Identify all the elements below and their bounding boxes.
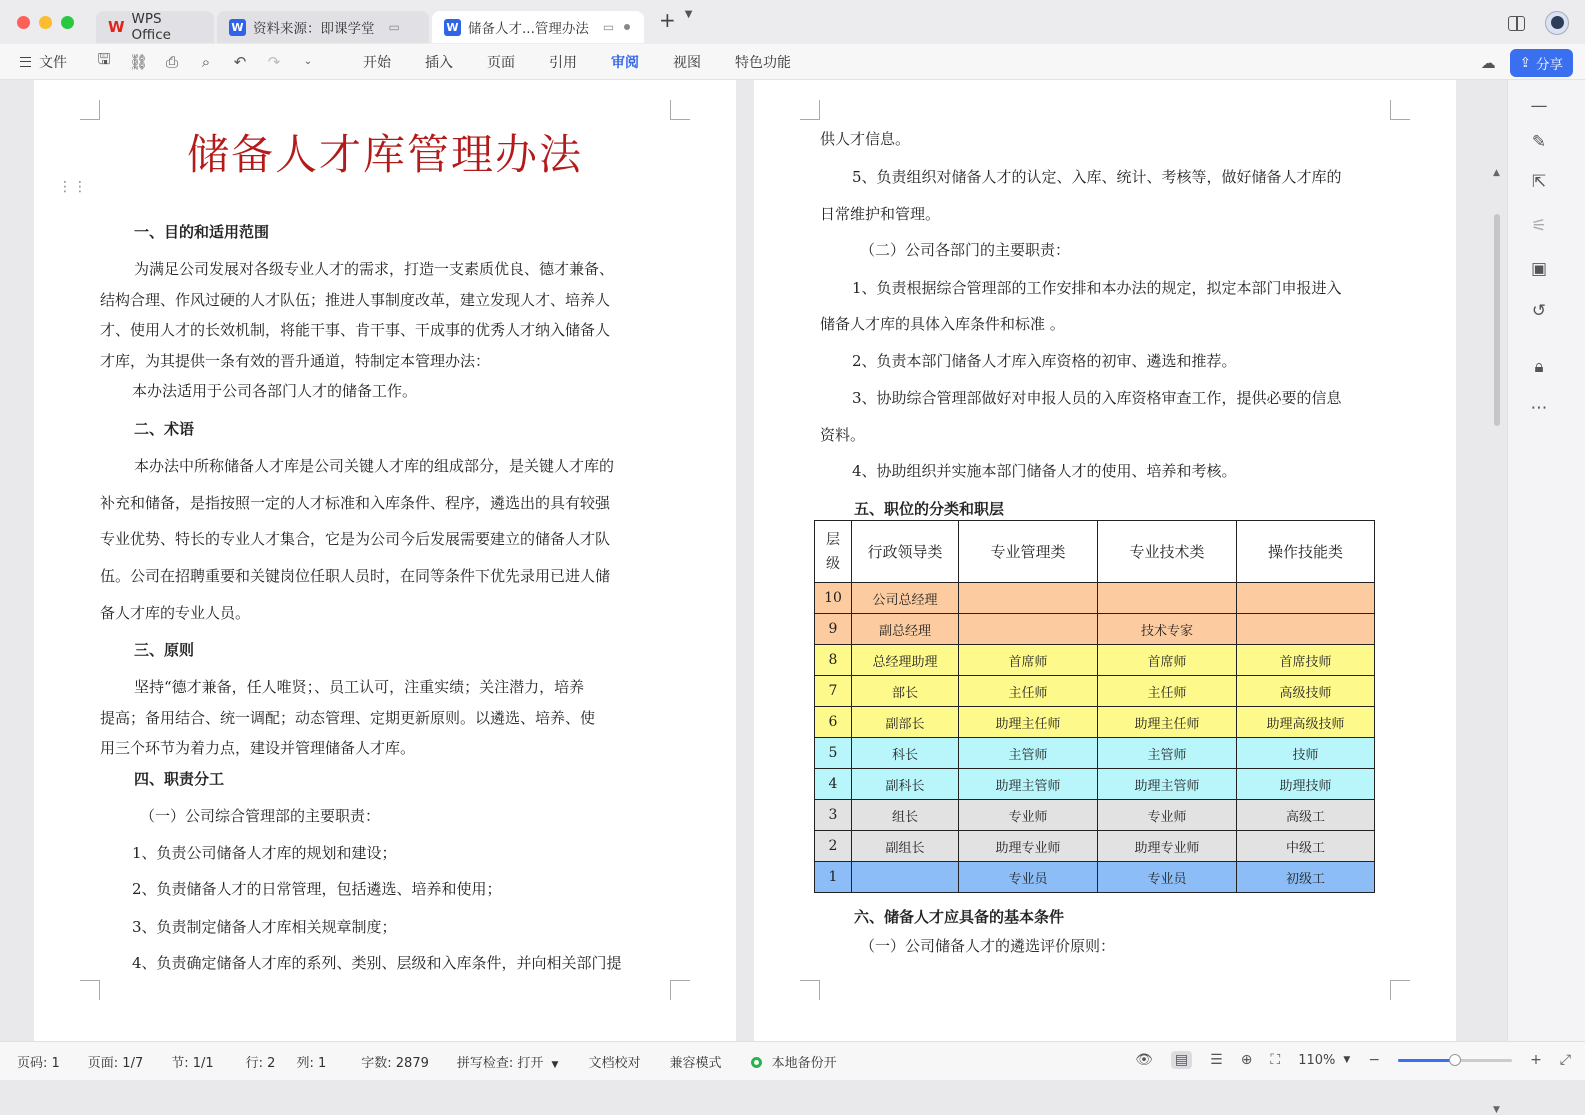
paragraph-line: （一）公司综合管理部的主要职责： [140,807,381,825]
paragraph-line: 提高；备用结合、统一调配；动态管理、定期更新原则。以遴选、培养、使 [100,709,596,727]
hamburger-icon [20,57,31,67]
level-header-2: 级 [826,555,840,572]
paragraph-line: 储备人才库的具体入库条件和标准 。 [820,315,1065,333]
paragraph-line: 专业优势、特长的专业人才集合，它是为公司今后发展需要建立的储备人才队 [100,530,611,548]
table-cell[interactable]: 专业师 [1098,800,1237,831]
share-icon: ⇪ [1519,55,1531,71]
table-cell[interactable]: 助理主任师 [959,707,1098,738]
zoom-slider-fill [1398,1059,1455,1062]
table-cell[interactable]: 助理主管师 [959,769,1098,800]
backup-label: 本地备份开 [771,1055,837,1071]
table-cell[interactable]: 主任师 [959,676,1098,707]
tab-wps-office[interactable] [96,11,214,43]
pen-icon[interactable]: ✎ [1531,132,1547,152]
right-tool-rail [1507,80,1585,1041]
zoom-slider-knob[interactable] [1449,1054,1461,1066]
outline-view-icon[interactable]: ☰ [1210,1052,1223,1068]
focus-mode-icon[interactable]: ⛶ [1270,1052,1281,1068]
chevron-down-icon[interactable]: ⌄ [303,56,313,67]
paragraph-line: 1、负责公司储备人才库的规划和建设； [132,844,397,862]
tab-review[interactable]: 审阅 [611,48,639,76]
table-cell[interactable]: 助理主管师 [1098,769,1237,800]
new-tab-plus-icon[interactable]: + [659,8,676,32]
drag-handle-icon[interactable]: ⋮⋮ [58,179,88,195]
zoom-out-icon[interactable]: − [1368,1052,1381,1068]
scrollbar-thumb[interactable] [1494,214,1500,426]
more-icon[interactable]: ⋯ [1530,398,1548,418]
file-menu-label: 文件 [39,54,67,71]
level-cell[interactable]: 2 [815,831,852,862]
vertical-scrollbar[interactable] [1491,170,1503,1115]
table-header-cell[interactable] [815,521,852,583]
document-proofread[interactable]: 文档校对 [588,1055,641,1071]
page-view-icon[interactable]: ▤ [1171,1051,1192,1069]
tab-page[interactable]: 页面 [487,54,515,71]
share-button[interactable] [1510,49,1573,77]
table-cell[interactable]: 副总经理 [852,614,959,645]
print-icon[interactable]: ⎙ [165,52,178,71]
paragraph-line: 5、负责组织对储备人才的认定、入库、统计、考核等，做好储备人才库的 [852,168,1342,186]
scroll-down-icon[interactable]: ▼ [1493,1105,1500,1115]
file-menu[interactable] [20,52,67,72]
paragraph-line: 本办法适用于公司各部门人才的储备工作。 [132,382,418,400]
row-indicator[interactable]: 行: 2 [245,1055,276,1071]
table-cell[interactable]: 首席技师 [1237,645,1375,676]
web-view-icon[interactable]: ⊕ [1240,1052,1253,1068]
paragraph-line: 为满足公司发展对各级专业人才的需求，打造一支素质优良、德才兼备、 [134,260,615,278]
eye-icon[interactable]: 👁︎ [1135,1052,1153,1068]
table-row [815,707,1375,738]
paragraph-line: 补充和储备，是指按照一定的人才标准和入库条件、程序，遴选出的具有较强 [100,494,611,512]
backup-status-icon [751,1057,762,1068]
table-cell[interactable] [1237,583,1375,614]
table-cell[interactable]: 副科长 [852,769,959,800]
margin-mark [670,100,690,120]
link-icon[interactable]: ⛓ [129,52,149,71]
level-cell[interactable]: 4 [815,769,852,800]
tab-home[interactable]: 开始 [363,54,391,71]
history-icon[interactable]: ↺ [1531,301,1547,321]
table-header-row [815,521,1375,583]
table-cell[interactable]: 部长 [852,676,959,707]
table-cell[interactable] [959,583,1098,614]
paragraph-line: 伍。公司在招聘重要和关键岗位任职人员时，在同等条件下优先录用已进人储 [100,567,611,585]
unsaved-dot-icon [624,24,630,30]
level-cell[interactable]: 9 [815,614,852,645]
table-cell[interactable]: 专业员 [1098,862,1237,893]
table-cell[interactable]: 首席师 [959,645,1098,676]
window-controls [17,16,74,29]
table-row [815,614,1375,645]
spell-check-label: 拼写检查: 打开 [456,1055,544,1071]
zoom-level[interactable]: 110% [1298,1052,1336,1068]
adjust-sliders-icon[interactable]: ⚟ [1531,216,1547,236]
lock-icon[interactable]: 🔒︎ [1534,357,1544,377]
column-indicator[interactable]: 列: 1 [296,1055,327,1071]
paragraph-line: 供人才信息。 [820,130,911,148]
table-row [815,583,1375,614]
page-1 [34,80,736,1060]
level-cell[interactable]: 7 [815,676,852,707]
paragraph-line: 1、负责根据综合管理部的工作安排和本办法的规定，拟定本部门申报进入 [852,279,1342,297]
table-header-cell[interactable]: 行政领导类 [852,521,959,583]
close-window-button[interactable] [17,16,30,29]
table-cell[interactable]: 中级工 [1237,831,1375,862]
paragraph-line: 3、负责制定储备人才库相关规章制度； [132,918,397,936]
chevron-down-icon[interactable]: ▼ [684,9,693,20]
paragraph-line: 4、负责确定储备人才库的系列、类别、层级和入库条件，并向相关部门提 [132,954,622,972]
avatar[interactable] [1545,11,1569,35]
tab-references[interactable]: 引用 [549,54,577,71]
table-cell[interactable]: 主管师 [959,738,1098,769]
table-cell[interactable]: 助理高级技师 [1237,707,1375,738]
screen-icon: ▭ [388,20,400,34]
table-cell[interactable]: 助理主任师 [1098,707,1237,738]
table-cell[interactable]: 初级工 [1237,862,1375,893]
table-header-cell[interactable]: 专业管理类 [959,521,1098,583]
table-cell[interactable]: 主任师 [1098,676,1237,707]
paragraph-line: 4、协助组织并实施本部门储备人才的使用、培养和考核。 [852,462,1237,480]
heading-principles: 三、原则 [134,641,195,659]
section-indicator[interactable]: 节: 1/1 [171,1055,214,1071]
table-cell[interactable]: 副部长 [852,707,959,738]
tab-label: 资料来源：即课学堂 [253,21,375,37]
view-controls [1135,1051,1571,1069]
tab-current-doc[interactable] [432,11,644,43]
status-bar [0,1041,1585,1080]
table-cell[interactable]: 高级技师 [1237,676,1375,707]
scroll-up-icon[interactable]: ▲ [1493,168,1500,178]
image-icon[interactable]: ▣ [1530,259,1548,279]
page-2 [754,80,1456,1060]
heading-position-levels: 五、职位的分类和职层 [854,500,1005,518]
compatibility-mode[interactable]: 兼容模式 [669,1055,722,1071]
level-cell[interactable]: 3 [815,800,852,831]
table-cell[interactable] [959,614,1098,645]
paragraph-line: 日常维护和管理。 [820,205,941,223]
table-cell[interactable]: 专业员 [959,862,1098,893]
table-row [815,769,1375,800]
table-row [815,738,1375,769]
margin-mark [1390,980,1410,1000]
level-header-1: 层 [826,531,840,548]
fullscreen-icon[interactable]: ⤢ [1559,1052,1571,1068]
page-number[interactable]: 页码: 1 [17,1055,60,1071]
table-cell[interactable]: 技术专家 [1098,614,1237,645]
table-header-cell[interactable]: 操作技能类 [1237,521,1375,583]
tab-special-features[interactable]: 特色功能 [735,54,791,71]
margin-mark [670,980,690,1000]
table-row [815,800,1375,831]
table-cell[interactable]: 主管师 [1098,738,1237,769]
screen-icon: ▭ [602,20,615,34]
position-level-table[interactable] [814,520,1375,893]
heading-responsibilities: 四、职责分工 [134,770,225,788]
writer-logo-icon: W [229,19,246,36]
undo-icon[interactable]: ↶ [233,52,247,71]
chevron-down-icon[interactable]: ▼ [1343,1055,1351,1065]
wps-logo-icon: W [108,18,125,36]
cloud-icon[interactable]: ☁ [1480,54,1496,72]
redo-icon[interactable]: ↷ [267,52,281,71]
paragraph-line: 才、使用人才的长效机制，将能干事、肯干事、干成事的优秀人才纳入储备人 [100,321,611,339]
paragraph-line: 本办法中所称储备人才库是公司关键人才库的组成部分，是关键人才库的 [134,457,615,475]
margin-mark [80,980,100,1000]
collapse-icon[interactable]: — [1530,96,1548,116]
zoom-in-icon[interactable]: + [1530,1052,1542,1068]
table-cell[interactable] [1098,583,1237,614]
tab-insert[interactable]: 插入 [425,54,453,71]
level-cell[interactable]: 1 [815,862,852,893]
tab-source-doc[interactable] [217,11,429,43]
table-cell[interactable]: 组长 [852,800,959,831]
margin-mark [800,100,820,120]
table-cell[interactable]: 助理专业师 [1098,831,1237,862]
local-backup-status[interactable] [751,1052,836,1071]
maximize-window-button[interactable] [61,16,74,29]
tab-label: WPS Office [131,11,171,43]
table-row [815,676,1375,707]
margin-mark [1390,100,1410,120]
ribbon-right [1481,49,1573,77]
heading-purpose: 一、目的和适用范围 [134,223,270,241]
spell-check-toggle[interactable] [457,1052,559,1071]
share-label: 分享 [1536,57,1563,73]
quick-access-toolbar [95,49,317,74]
save-icon[interactable]: 🖫 [97,50,111,68]
table-cell[interactable]: 助理技师 [1237,769,1375,800]
table-header-cell[interactable]: 专业技术类 [1098,521,1237,583]
sidebar-toggle-icon[interactable] [1508,16,1525,31]
menu-tabs [363,48,791,76]
table-cell[interactable]: 科长 [852,738,959,769]
word-count[interactable]: 字数: 2879 [361,1055,429,1071]
table-row [815,645,1375,676]
margin-mark [80,100,100,120]
table-cell[interactable] [1237,614,1375,645]
writer-logo-icon: W [444,19,461,36]
title-bar [0,0,1585,44]
titlebar-right [1508,11,1569,35]
paragraph-line: 资料。 [820,426,866,444]
print-preview-icon[interactable]: ⌕ [201,52,211,71]
table-row [815,831,1375,862]
table-row [815,862,1375,893]
heading-basic-conditions: 六、储备人才应具备的基本条件 [854,908,1065,926]
table-cell[interactable]: 专业师 [959,800,1098,831]
table-cell[interactable]: 高级工 [1237,800,1375,831]
chevron-down-icon: ▼ [551,1059,559,1070]
level-cell[interactable]: 8 [815,645,852,676]
page-count[interactable]: 页面: 1/7 [87,1055,144,1071]
tab-view[interactable]: 视图 [673,54,701,71]
paragraph-line: （一）公司储备人才的遴选评价原则： [860,937,1116,955]
level-cell[interactable]: 6 [815,707,852,738]
document-tabs [96,5,693,43]
paragraph-line: 2、负责本部门储备人才库入库资格的初审、遴选和推荐。 [852,352,1237,370]
table-cell[interactable]: 副组长 [852,831,959,862]
paragraph-line: 3、协助综合管理部做好对申报人员的入库资格审查工作，提供必要的信息 [852,389,1342,407]
paragraph-line: 2、负责储备人才的日常管理，包括遴选、培养和使用； [132,880,502,898]
ribbon [0,44,1585,80]
level-cell[interactable]: 5 [815,738,852,769]
zoom-slider[interactable] [1398,1059,1512,1062]
table-cell[interactable]: 公司总经理 [852,583,959,614]
margin-mark [800,980,820,1000]
document-title: 储备人才库管理办法 [186,130,583,179]
paragraph-line: 才库，为其提供一条有效的晋升通道，特制定本管理办法： [100,352,491,370]
table-cell[interactable]: 助理专业师 [959,831,1098,862]
paragraph-line: 坚持“德才兼备，任人唯贤；、员工认可，注重实绩；关注潜力，培养 [134,678,585,696]
table-cell[interactable]: 总经理助理 [852,645,959,676]
level-cell[interactable]: 10 [815,583,852,614]
paragraph-line: 结构合理、作风过硬的人才队伍；推进人事制度改革，建立发现人才、培养人 [100,291,611,309]
paragraph-line: 用三个环节为着力点，建设并管理储备人才库。 [100,739,416,757]
table-cell[interactable]: 首席师 [1098,645,1237,676]
paragraph-line: （二）公司各部门的主要职责： [860,241,1071,259]
heading-terms: 二、术语 [134,420,195,438]
cursor-select-icon[interactable]: ⇱ [1531,172,1547,192]
table-cell[interactable]: 技师 [1237,738,1375,769]
tab-label: 储备人才...管理办法 [468,21,589,37]
minimize-window-button[interactable] [39,16,52,29]
table-body [815,583,1375,893]
paragraph-line: 备人才库的专业人员。 [100,604,251,622]
table-cell[interactable] [852,862,959,893]
